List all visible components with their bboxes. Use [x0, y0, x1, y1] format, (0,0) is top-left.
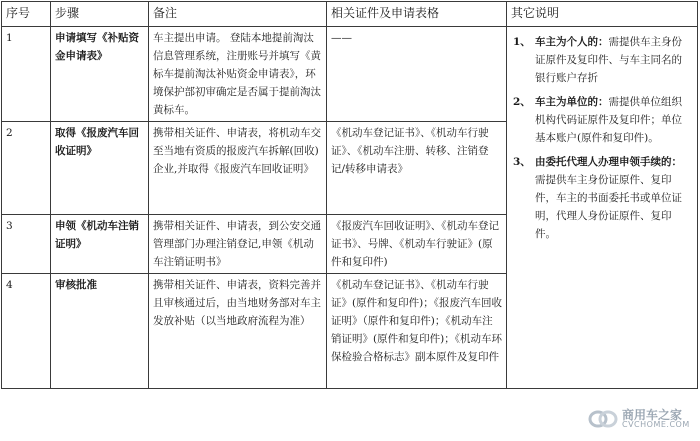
header-step: 步骤 [51, 2, 149, 27]
row-note: 携带相关证件、申请表，资料完善并且审核通过后，由当地财务部对车主发放补贴（以当地政府流程为准） [149, 274, 327, 389]
header-docs: 相关证件及申请表格 [327, 2, 507, 27]
row-step: 申请填写《补贴资金申请表》 [51, 27, 149, 122]
watermark-en-text: CVCHOME.COM [622, 420, 690, 429]
header-no: 序号 [2, 2, 51, 27]
row-note: 携带相关证件、申请表，将机动车交至当地有资质的报废汽车拆解(回收)企业,并取得《报废汽车回收证明》 [149, 122, 327, 215]
row-docs: 《机动车登记证书》、《机动车行驶证》(原件和复印件)；《报废汽车回收证明》（原件和复印件)；《机动车注销证明》(原件和复印件)；《机动车环保检验合格标志》副本原件及复印件 [327, 274, 507, 389]
other-note-text: 需提供车主身份证原件及复印件、与车主同名的银行账户存折 [535, 36, 682, 84]
other-note-item [513, 93, 689, 147]
table-header-row [2, 2, 698, 27]
header-other: 其它说明 [507, 2, 698, 27]
table-row [2, 27, 698, 122]
row-docs: 《机动车登记证书》、《机动车行驶证》、《机动车注册、转移、注销登记/转移申请表》 [327, 122, 507, 215]
other-note-number: 1、 [513, 36, 531, 48]
other-note-text: 需提供车主身份证原件、复印件，车主的书面委托书或单位证明，代理人身份证原件、复印件。 [535, 174, 682, 240]
header-note: 备注 [149, 2, 327, 27]
row-number: 4 [2, 274, 51, 389]
row-step: 申领《机动车注销证明》 [51, 215, 149, 274]
row-number: 2 [2, 122, 51, 215]
watermark-cn-text: 商用车之家 [622, 408, 683, 422]
procedure-table [1, 1, 698, 389]
other-note-number: 2、 [513, 96, 531, 108]
other-note-lead: 车主为个人的： [535, 36, 609, 48]
row-number: 1 [2, 27, 51, 122]
other-note-item [513, 33, 689, 87]
other-note-text: 需提供单位组织机构代码证原件及复印件；单位基本账户(原件和复印件)。 [535, 96, 682, 144]
other-note-lead: 由委托代理人办理申领手续的： [535, 156, 682, 168]
row-docs: 《报废汽车回收证明》、《机动车登记证书》、号牌、《机动车行驶证》(原件和复印件) [327, 215, 507, 274]
cvchome-logo-icon [588, 409, 618, 429]
row-number: 3 [2, 215, 51, 274]
other-notes-cell [507, 27, 698, 389]
row-note: 携带相关证件、申请表，到公安交通管理部门办理注销登记,申领《机动车注销证明书》 [149, 215, 327, 274]
other-note-item [513, 153, 689, 243]
row-docs: —— [327, 27, 507, 122]
other-note-lead: 车主为单位的： [535, 96, 609, 108]
other-notes-list [511, 33, 693, 243]
other-note-number: 3、 [513, 156, 531, 168]
row-note: 车主提出申请。 登陆本地提前淘汰信息管理系统，注册账号并填写《黄标车提前淘汰补贴资金申请表》，环境保护部初审确定是否属于提前淘汰黄标车。 [149, 27, 327, 122]
row-step: 审核批准 [51, 274, 149, 389]
row-step: 取得《报废汽车回收证明》 [51, 122, 149, 215]
watermark [588, 401, 696, 437]
